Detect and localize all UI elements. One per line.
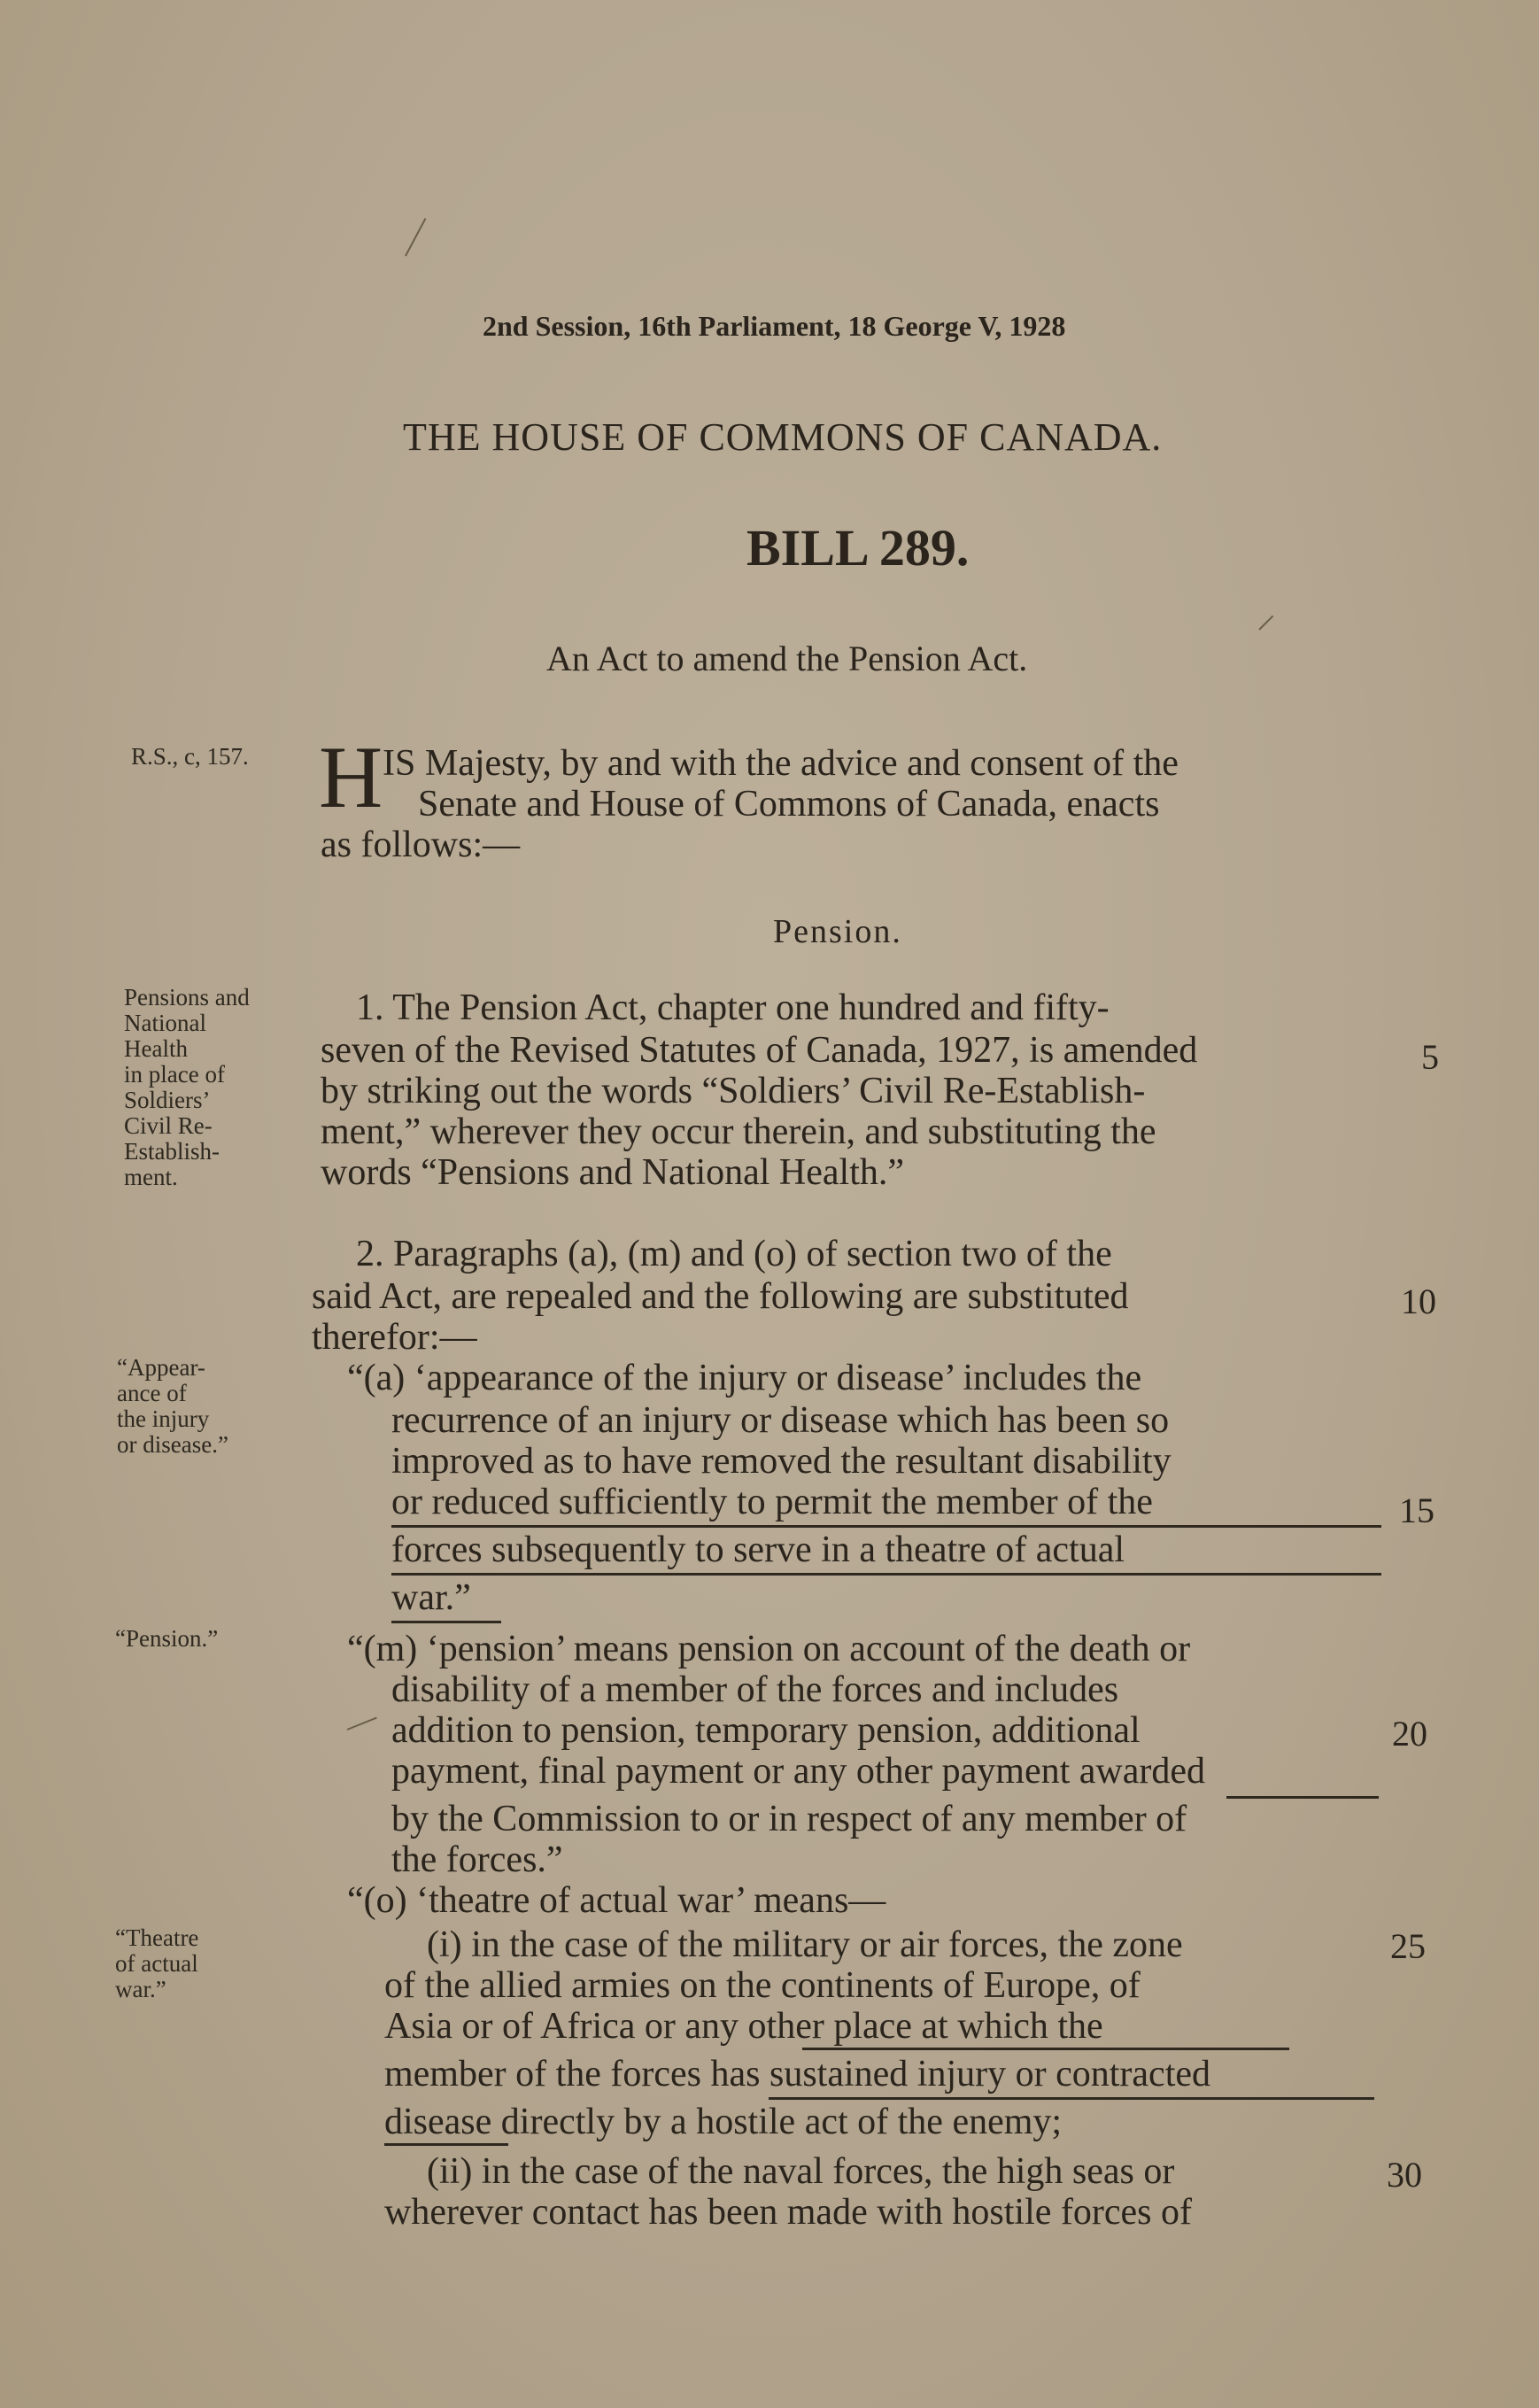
para-line: disease directly by a hostile act of the enemy; — [384, 2102, 1063, 2142]
para-line: “(a) ‘appearance of the injury or disease’ includes the — [347, 1358, 1142, 1398]
para-line: wherever contact has been made with hostile forces of — [384, 2192, 1192, 2233]
margin-line: “Appear- — [117, 1354, 205, 1381]
para-line: (i) in the case of the military or air forces, the zone — [427, 1924, 1183, 1965]
section-line: by striking out the words “Soldiers’ Civil Re-Establish- — [321, 1071, 1146, 1111]
margin-note-rs: R.S., c, 157. — [131, 743, 249, 770]
para-line: or reduced sufficiently to permit the member of the — [391, 1482, 1153, 1522]
margin-line: ment. — [124, 1164, 178, 1190]
section-line: 2. Paragraphs (a), (m) and (o) of section two of the — [356, 1234, 1112, 1274]
preamble-line: Senate and House of Commons of Canada, enacts — [418, 784, 1160, 825]
margin-line: Civil Re- — [124, 1112, 213, 1139]
para-line: recurrence of an injury or disease which has been so — [391, 1400, 1170, 1441]
line-number: 10 — [1401, 1281, 1436, 1321]
para-line: of the allied armies on the continents of Europe, of — [384, 1965, 1141, 2006]
margin-note-theatre — [115, 1925, 198, 2002]
margin-line: ance of — [117, 1380, 187, 1406]
para-line: disability of a member of the forces and includes — [391, 1669, 1119, 1710]
para-line: addition to pension, temporary pension, additional — [391, 1710, 1141, 1751]
pencil-mark — [347, 1717, 377, 1731]
margin-line: the injury — [117, 1405, 210, 1432]
preamble-line: IS Majesty, by and with the advice and consent of the — [383, 743, 1179, 784]
margin-line: Soldiers’ — [124, 1087, 211, 1113]
section-line: words “Pensions and National Health.” — [321, 1152, 905, 1193]
margin-line: Pensions and — [124, 984, 250, 1010]
section-line: ment,” wherever they occur therein, and substituting the — [321, 1111, 1156, 1152]
preamble-line: as follows:— — [321, 825, 521, 865]
para-line: by the Commission to or in respect of any member of — [391, 1799, 1187, 1839]
margin-line: Health — [124, 1035, 188, 1062]
line-number: 5 — [1421, 1037, 1439, 1077]
margin-note-pension — [115, 1626, 218, 1652]
para-line: payment, final payment or any other payment awarded — [391, 1751, 1205, 1792]
margin-line: “Pension.” — [115, 1625, 219, 1652]
margin-line: “Theatre — [115, 1924, 199, 1951]
para-line: (ii) in the case of the naval forces, the high seas or — [427, 2151, 1175, 2192]
line-number: 15 — [1399, 1490, 1435, 1530]
line-number: 30 — [1387, 2155, 1422, 2195]
para-line: “(m) ‘pension’ means pension on account of the death or — [347, 1629, 1191, 1669]
underline-mark — [1226, 1796, 1379, 1799]
margin-note-pensions — [124, 985, 250, 1190]
section-line: therefor:— — [312, 1317, 477, 1358]
section-line: seven of the Revised Statutes of Canada, 1927, is amended — [321, 1030, 1198, 1071]
margin-line: Establish- — [124, 1138, 220, 1165]
section-heading: Pension. — [773, 913, 902, 950]
margin-line: of actual — [115, 1950, 198, 1977]
underline-mark — [391, 1573, 1381, 1576]
para-line: “(o) ‘theatre of actual war’ means— — [347, 1880, 886, 1921]
underline-mark — [769, 2097, 1374, 2100]
para-line: the forces.” — [391, 1839, 563, 1880]
para-line: war.” — [391, 1577, 471, 1618]
pencil-mark — [405, 218, 426, 256]
line-number: 25 — [1390, 1926, 1426, 1966]
section-line: 1. The Pension Act, chapter one hundred and fifty- — [356, 987, 1110, 1028]
margin-line: National — [124, 1010, 206, 1036]
line-number: 20 — [1392, 1714, 1427, 1754]
margin-line: in place of — [124, 1061, 225, 1088]
drop-cap: H — [319, 728, 383, 826]
underline-mark — [802, 2048, 1289, 2050]
para-line: improved as to have removed the resultant disability — [391, 1441, 1172, 1482]
document-page: 2nd Session, 16th Parliament, 18 George V, 1928 THE HOUSE OF COMMONS OF CANADA. BILL 289. An Act to amend the Pension Act. R.S., c, 157. H IS Majesty, by and with the advice and consent of the Senate and House of Commons of Canada, enacts as follows:— Pension. Pensions and National Health in place of Soldiers’ Civil Re- Establish- ment. 1. The Pension Act, chapter one hundred and fifty- seven of the Revised Statutes of Canada, 1927, is amended by striking out the words “Soldiers’ Civil Re-Establish- ment,” wherever they occur therein, and substituting the words “Pensions and National Health.” 2. Paragraphs (a), (m) and (o) of section two of the said Act, are repealed and the following are substituted therefor:— “Appear- ance of the injury or disease.” “(a) ‘appearance of the injury or disease’ includes the recurrence of an injury or disease which has been so improved as to have removed the resultant disability or reduced sufficiently to permit the member of the forces subsequently to serve in a theatre of actual war.” “Pension.” “(m) ‘pension’ means pension on account of the death or disability of a member of the forces and includes addition to pension, temporary pension, additional payment, final payment or any other payment awarded by the Commission to or in respect of any member of the forces.” “(o) ‘theatre of actual war’ means— “Theatre of actual war.” (i) in the case of the military or air forces, the zone of the allied armies on the continents of Europe, of Asia or of Africa or any other place at which the member of the forces has sustained injury or contracted disease directly by a hostile act of the enemy; (ii) in the case of the naval forces, the high seas or wherever contact has been made with hostile forces of 5 10 15 20 25 30 — [0, 0, 1539, 2408]
para-line: Asia or of Africa or any other place at which the — [384, 2006, 1103, 2047]
underline-mark — [391, 1525, 1381, 1528]
para-line: member of the forces has sustained injury or contracted — [384, 2054, 1211, 2094]
pencil-mark — [1258, 616, 1273, 631]
margin-line: war.” — [115, 1976, 166, 2002]
margin-line: or disease.” — [117, 1431, 228, 1458]
margin-note-appearance — [117, 1355, 228, 1458]
underline-mark — [384, 2143, 508, 2146]
para-line: forces subsequently to serve in a theatre of actual — [391, 1529, 1125, 1570]
underline-mark — [391, 1621, 501, 1623]
section-line: said Act, are repealed and the following are substituted — [312, 1276, 1129, 1317]
